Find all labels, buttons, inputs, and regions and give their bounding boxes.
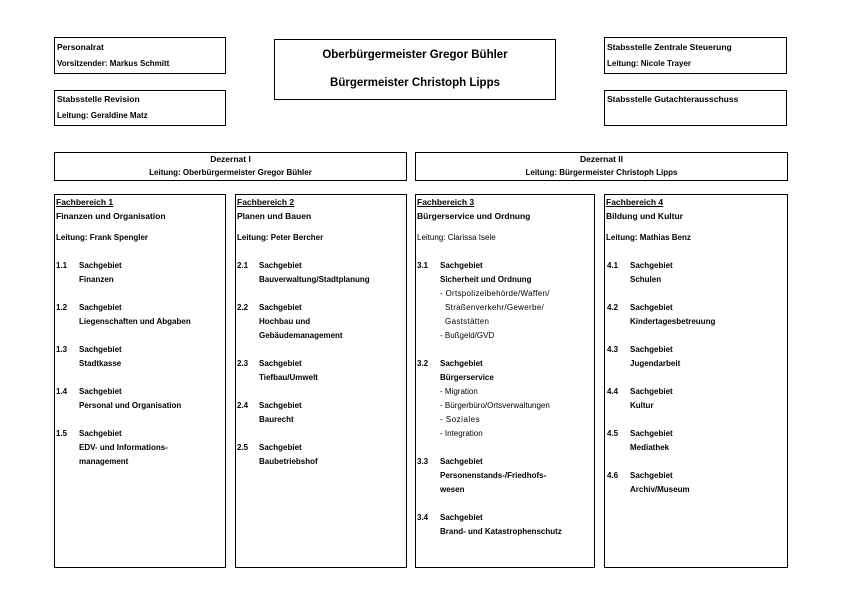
- sg-1-1-name: Finanzen: [79, 275, 114, 284]
- sg-3-1-num: 3.1: [417, 261, 429, 270]
- sg-3-2-label: Sachgebiet: [440, 359, 483, 368]
- fachbereich-3-box: [415, 194, 595, 568]
- sg-4-5-label: Sachgebiet: [630, 429, 673, 438]
- sg-1-4-label: Sachgebiet: [79, 387, 122, 396]
- sg-3-3-label: Sachgebiet: [440, 457, 483, 466]
- sg-1-4-name: Personal und Organisation: [79, 401, 182, 410]
- sg-3-3-name-line1: Personenstands-/Friedhofs-: [440, 471, 547, 480]
- dezernat-2-box: [415, 152, 788, 181]
- sg-1-5-name-line2: management: [79, 457, 129, 466]
- sg-4-2-label: Sachgebiet: [630, 303, 673, 312]
- sg-4-5-name: Mediathek: [630, 443, 670, 452]
- steuerung-lead: Leitung: Nicole Trayer: [607, 59, 692, 68]
- steuerung-box: [604, 37, 787, 74]
- sg-4-1-num: 4.1: [607, 261, 619, 270]
- sg-1-4-num: 1.4: [56, 387, 68, 396]
- sg-3-4-name: Brand- und Katastrophenschutz: [440, 527, 562, 536]
- personalrat-chair: Vorsitzender: Markus Schmitt: [57, 59, 170, 68]
- sg-1-5-num: 1.5: [56, 429, 68, 438]
- sg-3-2-name: Bürgerservice: [440, 373, 494, 382]
- fachbereich-2-head: Fachbereich 2: [237, 197, 295, 207]
- sg-2-5-name: Baubetriebshof: [259, 457, 318, 466]
- sg-1-3-num: 1.3: [56, 345, 68, 354]
- sg-4-3-num: 4.3: [607, 345, 619, 354]
- fachbereich-1-head: Fachbereich 1: [56, 197, 114, 207]
- sg-1-3-label: Sachgebiet: [79, 345, 122, 354]
- sg-3-1-name: Sicherheit und Ordnung: [440, 275, 532, 284]
- fachbereich-4-head: Fachbereich 4: [606, 197, 664, 207]
- fachbereich-4-box: [604, 194, 788, 568]
- sg-3-1-sub-3: Gaststätten: [440, 317, 490, 326]
- personalrat-box: [54, 37, 226, 74]
- sg-4-4-label: Sachgebiet: [630, 387, 673, 396]
- sg-3-2-sub-1: - Migration: [440, 387, 478, 396]
- sg-2-4-label: Sachgebiet: [259, 401, 302, 410]
- sg-1-1-label: Sachgebiet: [79, 261, 122, 270]
- sg-1-2-name: Liegenschaften und Abgaben: [79, 317, 191, 326]
- sg-3-1-sub-4: - Bußgeld/GVD: [440, 331, 495, 340]
- mayor-box: [274, 39, 556, 100]
- fachbereich-2-lead: Leitung: Peter Bercher: [237, 233, 324, 242]
- sg-3-2-num: 3.2: [417, 359, 429, 368]
- revision-title: Stabsstelle Revision: [57, 94, 140, 104]
- sg-3-2-sub-4: - Integration: [440, 429, 483, 438]
- fachbereich-3-name: Bürgerservice und Ordnung: [417, 211, 531, 221]
- fachbereich-3-lead: Leitung: Clarissa Isele: [417, 233, 496, 242]
- sg-2-5-label: Sachgebiet: [259, 443, 302, 452]
- sg-1-2-num: 1.2: [56, 303, 68, 312]
- fachbereich-1-name: Finanzen und Organisation: [56, 211, 166, 221]
- fachbereich-1-lead: Leitung: Frank Spengler: [56, 233, 149, 242]
- deputy-mayor-title: Bürgermeister Christoph Lipps: [330, 77, 500, 89]
- fachbereich-4-name: Bildung und Kultur: [606, 211, 683, 221]
- gutachter-title: Stabsstelle Gutachterausschuss: [607, 94, 739, 104]
- sg-2-3-num: 2.3: [237, 359, 249, 368]
- sg-2-2-name-line1: Hochbau und: [259, 317, 311, 326]
- dezernat-1-box: [54, 152, 407, 181]
- dezernat-1-title: Dezernat I: [210, 154, 251, 164]
- dezernat-1-lead: Leitung: Oberbürgermeister Gregor Bühler: [149, 168, 312, 177]
- sg-2-4-name: Baurecht: [259, 415, 294, 424]
- dezernat-2-title: Dezernat II: [580, 154, 623, 164]
- sg-4-4-num: 4.4: [607, 387, 619, 396]
- fachbereich-2-box: [235, 194, 407, 568]
- sg-1-5-label: Sachgebiet: [79, 429, 122, 438]
- sg-2-2-label: Sachgebiet: [259, 303, 302, 312]
- sg-3-2-sub-3: - Soziales: [440, 415, 481, 424]
- fachbereich-3-head: Fachbereich 3: [417, 197, 475, 207]
- sg-1-1-num: 1.1: [56, 261, 68, 270]
- sg-2-3-name: Tiefbau/Umwelt: [259, 373, 318, 382]
- personalrat-title: Personalrat: [57, 42, 104, 52]
- revision-box: [54, 90, 226, 126]
- sg-4-6-label: Sachgebiet: [630, 471, 673, 480]
- sg-2-2-num: 2.2: [237, 303, 249, 312]
- sg-4-1-name: Schulen: [630, 275, 662, 284]
- sg-1-3-name: Stadtkasse: [79, 359, 122, 368]
- sg-4-3-name: Jugendarbeit: [630, 359, 681, 368]
- sg-4-1-label: Sachgebiet: [630, 261, 673, 270]
- sg-3-1-label: Sachgebiet: [440, 261, 483, 270]
- sg-4-2-name: Kindertagesbetreuung: [630, 317, 716, 326]
- sg-3-4-label: Sachgebiet: [440, 513, 483, 522]
- gutachter-box: [604, 90, 787, 126]
- sg-2-3-label: Sachgebiet: [259, 359, 302, 368]
- sg-4-5-num: 4.5: [607, 429, 619, 438]
- sg-2-4-num: 2.4: [237, 401, 249, 410]
- fachbereich-1-box: [54, 194, 226, 568]
- sg-3-1-sub-2: Straßenverkehr/Gewerbe/: [440, 303, 544, 312]
- sg-2-1-name: Bauverwaltung/Stadtplanung: [259, 275, 370, 284]
- sg-3-1-sub-1: - Ortspolizeibehörde/Waffen/: [440, 289, 550, 298]
- fachbereich-4-lead: Leitung: Mathias Benz: [606, 233, 691, 242]
- sg-2-1-label: Sachgebiet: [259, 261, 302, 270]
- sg-2-2-name-line2: Gebäudemanagement: [259, 331, 343, 340]
- dezernat-2-lead: Leitung: Bürgermeister Christoph Lipps: [525, 168, 678, 177]
- revision-lead: Leitung: Geraldine Matz: [57, 111, 148, 120]
- mayor-title: Oberbürgermeister Gregor Bühler: [322, 49, 508, 61]
- steuerung-title: Stabsstelle Zentrale Steuerung: [607, 42, 732, 52]
- sg-4-6-num: 4.6: [607, 471, 619, 480]
- sg-3-3-name-line2: wesen: [440, 485, 465, 494]
- fachbereich-2-name: Planen und Bauen: [237, 211, 312, 221]
- sg-4-6-name: Archiv/Museum: [630, 485, 690, 494]
- sg-2-1-num: 2.1: [237, 261, 249, 270]
- sg-3-2-sub-2: - Bürgerbüro/Ortsverwaltungen: [440, 401, 550, 410]
- sg-4-2-num: 4.2: [607, 303, 619, 312]
- sg-3-3-num: 3.3: [417, 457, 429, 466]
- sg-1-2-label: Sachgebiet: [79, 303, 122, 312]
- sg-2-5-num: 2.5: [237, 443, 249, 452]
- sg-1-5-name-line1: EDV- und Informations-: [79, 443, 168, 452]
- sg-4-3-label: Sachgebiet: [630, 345, 673, 354]
- sg-3-4-num: 3.4: [417, 513, 429, 522]
- sg-4-4-name: Kultur: [630, 401, 654, 410]
